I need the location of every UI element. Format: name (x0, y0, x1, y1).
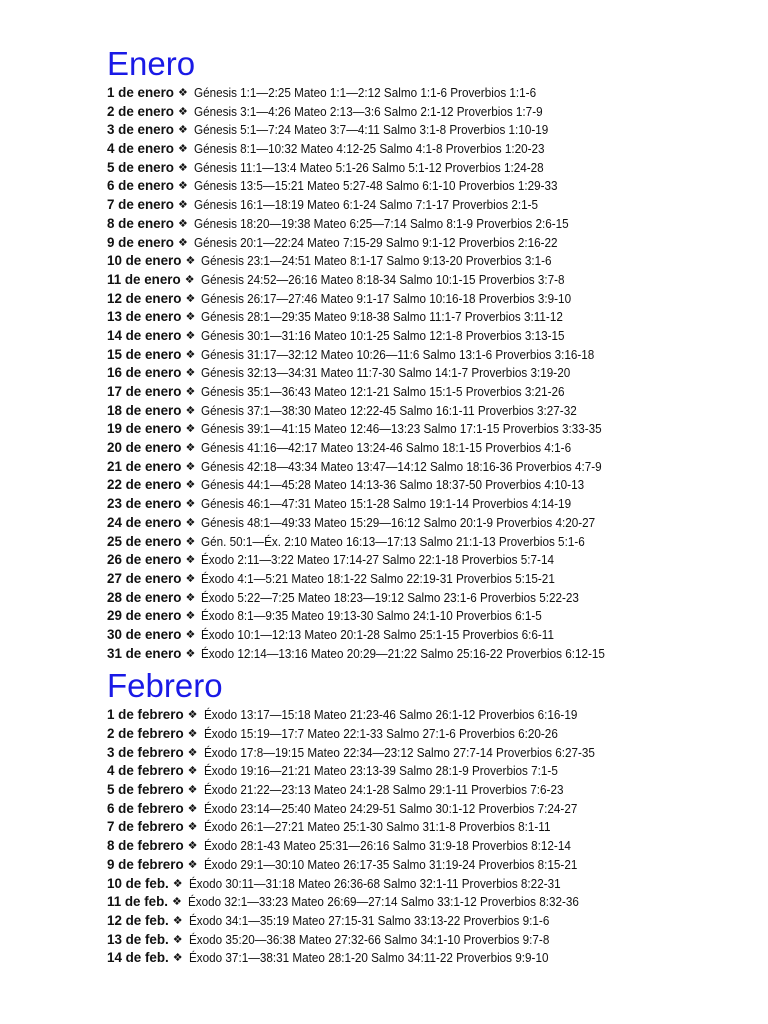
diamond-bullet-icon: ❖ (177, 143, 188, 156)
entry-date: 23 de enero (107, 496, 182, 512)
diamond-bullet-icon: ❖ (187, 802, 198, 815)
entry-reading: Génesis 26:17—27:46 Mateo 9:1-17 Salmo 10:16-18 Proverbios 3:9-10 (201, 290, 572, 306)
diamond-bullet-icon: ❖ (185, 404, 196, 417)
entry-date: 12 de feb. (107, 912, 169, 928)
diamond-bullet-icon: ❖ (172, 896, 182, 909)
diamond-bullet-icon: ❖ (187, 858, 198, 871)
diamond-bullet-icon: ❖ (185, 255, 196, 268)
entry-reading: Génesis 39:1—41:15 Mateo 12:46—13:23 Salmo 17:1-15 Proverbios 3:33-35 (201, 421, 602, 437)
diamond-bullet-icon: ❖ (177, 236, 188, 249)
reading-entry (107, 271, 757, 290)
reading-entry (107, 140, 757, 159)
diamond-bullet-icon: ❖ (172, 933, 183, 946)
diamond-bullet-icon: ❖ (185, 498, 196, 511)
diamond-bullet-icon: ❖ (177, 124, 188, 137)
entry-list-enero (107, 84, 757, 663)
entry-date: 19 de enero (107, 421, 182, 437)
entry-reading: Éxodo 35:20—36:38 Mateo 27:32-66 Salmo 34:1-10 Proverbios 9:7-8 (188, 931, 549, 947)
entry-reading: Génesis 18:20—19:38 Mateo 6:25—7:14 Salmo 8:1-9 Proverbios 2:6-15 (193, 215, 569, 231)
diamond-bullet-icon: ❖ (177, 161, 188, 174)
reading-entry (107, 121, 757, 140)
diamond-bullet-icon: ❖ (177, 180, 188, 193)
reading-entry (107, 800, 757, 819)
entry-date: 6 de enero (107, 178, 174, 194)
entry-date: 27 de enero (107, 570, 182, 586)
reading-entry (107, 762, 757, 781)
diamond-bullet-icon: ❖ (185, 572, 196, 585)
entry-reading: Génesis 8:1—10:32 Mateo 4:12-25 Salmo 4:1-8 Proverbios 1:20-23 (193, 141, 545, 157)
diamond-bullet-icon: ❖ (177, 87, 188, 99)
diamond-bullet-icon: ❖ (187, 765, 198, 778)
entry-date: 26 de enero (107, 552, 182, 568)
diamond-bullet-icon: ❖ (185, 591, 196, 604)
entry-date: 2 de enero (107, 103, 174, 119)
reading-entry (107, 533, 757, 552)
entry-reading: Génesis 35:1—36:43 Mateo 12:1-21 Salmo 15:1-5 Proverbios 3:21-26 (201, 384, 565, 399)
entry-date: 11 de enero (107, 271, 181, 287)
diamond-bullet-icon: ❖ (185, 479, 196, 492)
reading-entry (107, 912, 757, 931)
entry-date: 7 de febrero (107, 819, 184, 835)
reading-entry (107, 346, 757, 365)
reading-entry (107, 215, 757, 234)
entry-reading: Génesis 48:1—49:33 Mateo 15:29—16:12 Salmo 20:1-9 Proverbios 4:20-27 (201, 514, 596, 530)
entry-reading: Génesis 1:1—2:25 Mateo 1:1—2:12 Salmo 1:1-6 Proverbios 1:1-6 (193, 85, 536, 100)
entry-date: 8 de enero (107, 215, 174, 231)
entry-reading: Éxodo 28:1-43 Mateo 25:31—26:16 Salmo 31:9-18 Proverbios 8:12-14 (203, 838, 571, 854)
entry-reading: Génesis 20:1—22:24 Mateo 7:15-29 Salmo 9:1-12 Proverbios 2:16-22 (193, 234, 558, 250)
entry-reading: Génesis 32:13—34:31 Mateo 11:7-30 Salmo 14:1-7 Proverbios 3:19-20 (201, 365, 571, 381)
entry-reading: Génesis 16:1—18:19 Mateo 6:1-24 Salmo 7:1-17 Proverbios 2:1-5 (193, 197, 538, 213)
diamond-bullet-icon: ❖ (185, 367, 196, 380)
diamond-bullet-icon: ❖ (185, 460, 196, 473)
reading-entry (107, 514, 757, 533)
entry-date: 3 de febrero (107, 744, 184, 760)
diamond-bullet-icon: ❖ (185, 423, 196, 436)
entry-date: 1 de febrero (107, 707, 184, 723)
entry-reading: Éxodo 30:11—31:18 Mateo 26:36-68 Salmo 32:1-11 Proverbios 8:22-31 (188, 875, 561, 891)
reading-entry (107, 706, 757, 725)
entry-date: 5 de febrero (107, 782, 184, 798)
entry-reading: Génesis 23:1—24:51 Mateo 8:1-17 Salmo 9:13-20 Proverbios 3:1-6 (201, 253, 552, 269)
diamond-bullet-icon: ❖ (185, 647, 196, 660)
reading-entry (107, 856, 757, 875)
reading-entry (107, 551, 757, 570)
entry-date: 9 de enero (107, 234, 174, 250)
entry-date: 14 de enero (107, 327, 182, 343)
reading-entry (107, 476, 757, 495)
reading-entry (107, 725, 757, 744)
entry-date: 22 de enero (107, 477, 182, 493)
entry-reading: Éxodo 10:1—12:13 Mateo 20:1-28 Salmo 25:1-15 Proverbios 6:6-11 (201, 626, 555, 642)
reading-entry (107, 402, 757, 421)
entry-date: 20 de enero (107, 440, 182, 456)
entry-reading: Éxodo 15:19—17:7 Mateo 22:1-33 Salmo 27:1-6 Proverbios 6:20-26 (203, 726, 558, 741)
reading-entry (107, 364, 757, 383)
entry-reading: Éxodo 2:11—3:22 Mateo 17:14-27 Salmo 22:1-18 Proverbios 5:7-14 (201, 552, 555, 568)
entry-date: 6 de febrero (107, 800, 184, 816)
entry-date: 13 de enero (107, 309, 182, 325)
entry-reading: Éxodo 34:1—35:19 Mateo 27:15-31 Salmo 33:13-22 Proverbios 9:1-6 (188, 912, 549, 928)
entry-date: 31 de enero (107, 645, 182, 661)
diamond-bullet-icon: ❖ (185, 516, 196, 529)
diamond-bullet-icon: ❖ (177, 105, 188, 118)
entry-list-febrero (107, 706, 757, 968)
entry-date: 8 de febrero (107, 838, 184, 854)
reading-entry (107, 196, 757, 215)
reading-entry (107, 420, 757, 439)
reading-plan-document (107, 44, 757, 968)
diamond-bullet-icon: ❖ (187, 746, 198, 759)
reading-entry (107, 290, 757, 309)
diamond-bullet-icon: ❖ (185, 628, 196, 641)
reading-entry (107, 383, 757, 402)
entry-date: 25 de enero (107, 533, 182, 549)
entry-date: 14 de feb. (107, 950, 169, 966)
diamond-bullet-icon: ❖ (185, 554, 196, 567)
entry-reading: Éxodo 5:22—7:25 Mateo 18:23—19:12 Salmo 23:1-6 Proverbios 5:22-23 (201, 589, 580, 605)
reading-entry (107, 949, 757, 968)
reading-entry (107, 931, 757, 950)
entry-date: 1 de enero (107, 85, 174, 100)
entry-date: 24 de enero (107, 514, 182, 530)
entry-date: 16 de enero (107, 365, 182, 381)
entry-reading: Éxodo 37:1—38:31 Mateo 28:1-20 Salmo 34:11-22 Proverbios 9:9-10 (188, 950, 549, 966)
entry-reading: Génesis 42:18—43:34 Mateo 13:47—14:12 Salmo 18:16-36 Proverbios 4:7-9 (201, 458, 602, 474)
entry-reading: Génesis 13:5—15:21 Mateo 5:27-48 Salmo 6:1-10 Proverbios 1:29-33 (193, 178, 558, 194)
month-section-enero (107, 44, 757, 663)
entry-reading: Génesis 44:1—45:28 Mateo 14:13-36 Salmo 18:37-50 Proverbios 4:10-13 (201, 477, 585, 493)
month-heading-enero: Enero (107, 45, 196, 82)
entry-date: 12 de enero (107, 290, 182, 306)
reading-entry (107, 744, 757, 763)
reading-entry (107, 875, 757, 894)
diamond-bullet-icon: ❖ (185, 610, 196, 623)
entry-date: 15 de enero (107, 346, 182, 362)
entry-reading: Éxodo 8:1—9:35 Mateo 19:13-30 Salmo 24:1-10 Proverbios 6:1-5 (201, 608, 543, 624)
reading-entry (107, 495, 757, 514)
month-heading-febrero: Febrero (107, 667, 223, 705)
entry-date: 5 de enero (107, 159, 174, 175)
diamond-bullet-icon: ❖ (185, 292, 196, 305)
entry-reading: Éxodo 23:14—25:40 Mateo 24:29-51 Salmo 30:1-12 Proverbios 7:24-27 (203, 800, 577, 816)
reading-entry (107, 837, 757, 856)
reading-entry (107, 645, 757, 664)
diamond-bullet-icon: ❖ (187, 784, 198, 797)
reading-entry (107, 589, 757, 608)
reading-entry (107, 308, 757, 327)
reading-entry (107, 626, 757, 645)
diamond-bullet-icon: ❖ (172, 877, 183, 890)
diamond-bullet-icon: ❖ (172, 914, 183, 927)
reading-entry (107, 781, 757, 800)
diamond-bullet-icon: ❖ (185, 329, 196, 342)
entry-reading: Génesis 3:1—4:26 Mateo 2:13—3:6 Salmo 2:1-12 Proverbios 1:7-9 (193, 103, 543, 119)
entry-date: 29 de enero (107, 608, 182, 624)
entry-date: 10 de enero (107, 253, 182, 269)
entry-date: 13 de feb. (107, 931, 169, 947)
entry-date: 9 de febrero (107, 856, 184, 872)
reading-entry (107, 159, 757, 178)
entry-date: 18 de enero (107, 402, 182, 418)
diamond-bullet-icon: ❖ (187, 709, 198, 722)
diamond-bullet-icon: ❖ (177, 199, 188, 212)
entry-date: 10 de feb. (107, 875, 169, 891)
diamond-bullet-icon: ❖ (184, 273, 195, 286)
entry-reading: Éxodo 17:8—19:15 Mateo 22:34—23:12 Salmo 27:7-14 Proverbios 6:27-35 (203, 744, 595, 760)
entry-reading: Génesis 28:1—29:35 Mateo 9:18-38 Salmo 11:1-7 Proverbios 3:11-12 (201, 309, 564, 325)
entry-date: 7 de enero (107, 197, 174, 213)
entry-reading: Éxodo 19:16—21:21 Mateo 23:13-39 Salmo 28:1-9 Proverbios 7:1-5 (203, 763, 558, 779)
diamond-bullet-icon: ❖ (177, 217, 188, 230)
diamond-bullet-icon: ❖ (187, 728, 198, 740)
reading-entry (107, 570, 757, 589)
entry-date: 4 de enero (107, 141, 174, 157)
entry-reading: Génesis 24:52—26:16 Mateo 8:18-34 Salmo 10:1-15 Proverbios 3:7-8 (200, 271, 565, 287)
entry-reading: Gén. 50:1—Éx. 2:10 Mateo 16:13—17:13 Salmo 21:1-13 Proverbios 5:1-6 (201, 533, 586, 549)
entry-reading: Génesis 31:17—32:12 Mateo 10:26—11:6 Salmo 13:1-6 Proverbios 3:16-18 (201, 346, 595, 362)
entry-reading: Génesis 11:1—13:4 Mateo 5:1-26 Salmo 5:1-12 Proverbios 1:24-28 (193, 159, 544, 175)
diamond-bullet-icon: ❖ (185, 348, 196, 361)
entry-reading: Éxodo 12:14—13:16 Mateo 20:29—21:22 Salmo 25:16-22 Proverbios 6:12-15 (201, 645, 606, 661)
reading-entry (107, 84, 757, 103)
diamond-bullet-icon: ❖ (185, 386, 196, 398)
reading-entry (107, 818, 757, 837)
diamond-bullet-icon: ❖ (185, 311, 196, 324)
entry-reading: Éxodo 13:17—15:18 Mateo 21:23-46 Salmo 26:1-12 Proverbios 6:16-19 (203, 707, 577, 723)
reading-entry (107, 893, 757, 912)
entry-reading: Génesis 5:1—7:24 Mateo 3:7—4:11 Salmo 3:1-8 Proverbios 1:10-19 (193, 122, 549, 138)
reading-entry (107, 439, 757, 458)
diamond-bullet-icon: ❖ (172, 952, 183, 965)
entry-date: 17 de enero (107, 384, 182, 399)
entry-reading: Éxodo 32:1—33:23 Mateo 26:69—27:14 Salmo 33:1-12 Proverbios 8:32-36 (187, 894, 579, 910)
entry-reading: Génesis 46:1—47:31 Mateo 15:1-28 Salmo 19:1-14 Proverbios 4:14-19 (201, 496, 572, 512)
reading-entry (107, 177, 757, 196)
diamond-bullet-icon: ❖ (187, 821, 198, 834)
diamond-bullet-icon: ❖ (187, 840, 198, 853)
diamond-bullet-icon: ❖ (185, 535, 196, 548)
entry-date: 3 de enero (107, 122, 174, 138)
entry-date: 28 de enero (107, 589, 182, 605)
reading-entry (107, 327, 757, 346)
entry-reading: Éxodo 4:1—5:21 Mateo 18:1-22 Salmo 22:19-31 Proverbios 5:15-21 (201, 570, 556, 586)
entry-date: 11 de feb. (107, 894, 169, 910)
reading-entry (107, 458, 757, 477)
entry-reading: Génesis 30:1—31:16 Mateo 10:1-25 Salmo 12:1-8 Proverbios 3:13-15 (201, 327, 565, 343)
reading-entry (107, 607, 757, 626)
entry-reading: Éxodo 26:1—27:21 Mateo 25:1-30 Salmo 31:1-8 Proverbios 8:1-11 (203, 819, 550, 835)
reading-entry (107, 103, 757, 122)
entry-reading: Éxodo 29:1—30:10 Mateo 26:17-35 Salmo 31:19-24 Proverbios 8:15-21 (203, 856, 577, 872)
entry-date: 21 de enero (107, 458, 182, 474)
month-section-febrero (107, 666, 757, 968)
reading-entry (107, 252, 757, 271)
reading-entry (107, 234, 757, 253)
entry-reading: Génesis 37:1—38:30 Mateo 12:22-45 Salmo 16:1-11 Proverbios 3:27-32 (201, 402, 578, 418)
entry-reading: Génesis 41:16—42:17 Mateo 13:24-46 Salmo 18:1-15 Proverbios 4:1-6 (201, 440, 572, 456)
entry-date: 4 de febrero (107, 763, 184, 779)
entry-reading: Éxodo 21:22—23:13 Mateo 24:1-28 Salmo 29:1-11 Proverbios 7:6-23 (203, 782, 563, 798)
entry-date: 2 de febrero (107, 726, 184, 741)
entry-date: 30 de enero (107, 626, 182, 642)
diamond-bullet-icon: ❖ (185, 442, 196, 455)
